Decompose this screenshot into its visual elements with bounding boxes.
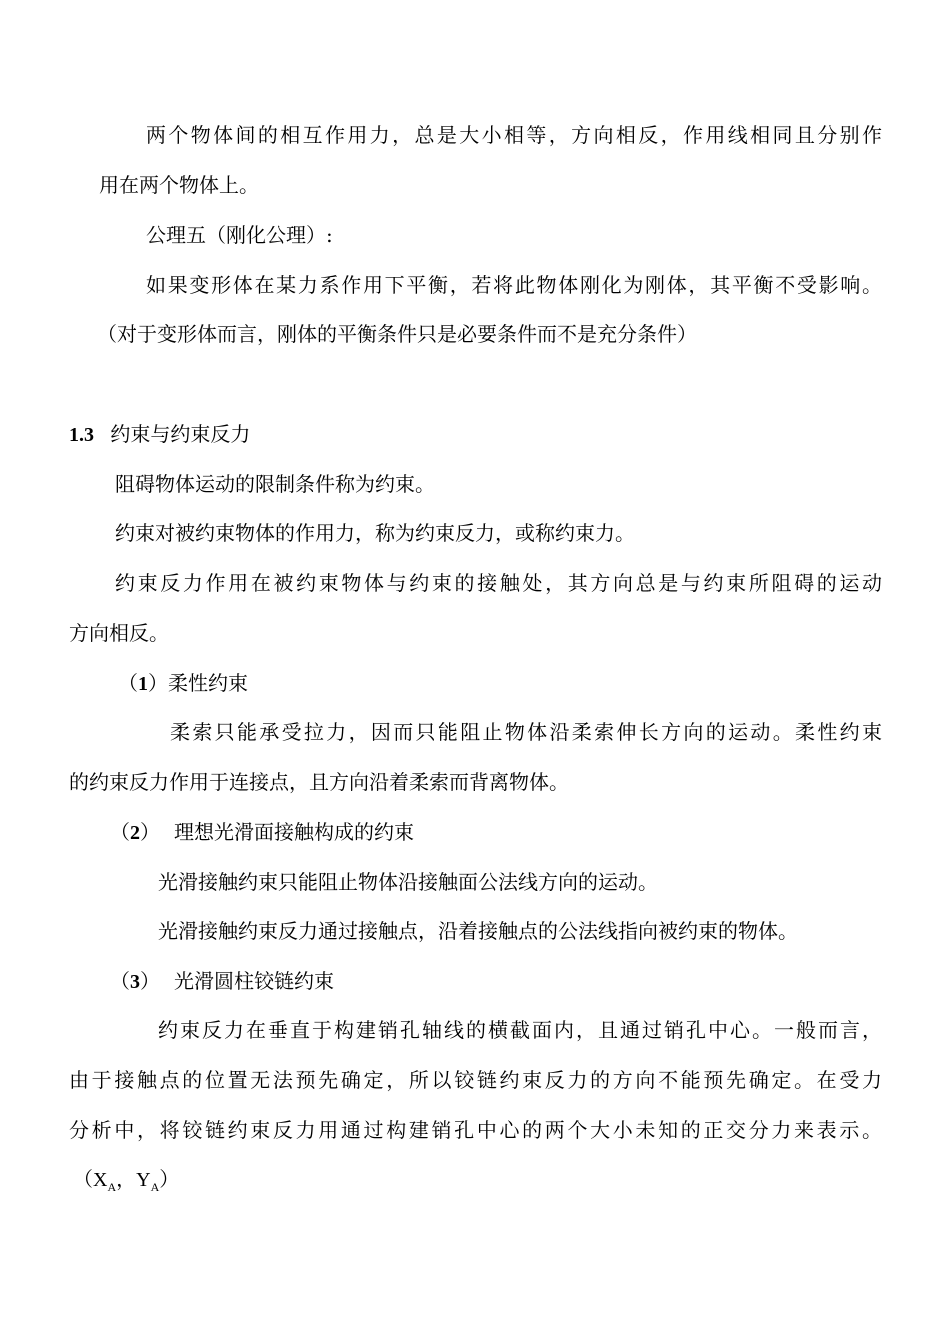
item-3-heading	[110, 967, 334, 996]
item-3-close-paren: ）	[140, 969, 160, 993]
intro-paragraph-line-2: 用在两个物体上。	[99, 173, 259, 197]
item-3-text-line-3: 分析中，将铰链约束反力用通过构建销孔中心的两个大小未知的正交分力来表示。	[69, 1118, 882, 1142]
formula-separator: ，	[116, 1169, 137, 1191]
item-1-title: 柔性约束	[168, 671, 248, 695]
item-3-title: 光滑圆柱铰链约束	[174, 969, 334, 993]
formula-y: Y	[136, 1169, 151, 1191]
item-1-text-line-2: 的约束反力作用于连接点，且方向沿着柔索而背离物体。	[69, 770, 569, 794]
definition-constraint: 阻碍物体运动的限制条件称为约束。	[115, 472, 435, 496]
definition-direction-line-1: 约束反力作用在被约束物体与约束的接触处，其方向总是与约束所阻碍的运动	[115, 571, 882, 595]
item-2-text-line-1: 光滑接触约束只能阻止物体沿接触面公法线方向的运动。	[158, 870, 658, 894]
item-1-text-line-1: 柔索只能承受拉力，因而只能阻止物体沿柔索伸长方向的运动。柔性约束	[170, 720, 882, 744]
definition-reaction: 约束对被约束物体的作用力，称为约束反力，或称约束力。	[115, 521, 635, 545]
axiom-5-title: 公理五（刚化公理）:	[146, 223, 333, 247]
item-3-text-line-1: 约束反力在垂直于构建销孔轴线的横截面内，且通过销孔中心。一般而言，	[158, 1018, 882, 1042]
formula-x-subscript: A	[107, 1180, 117, 1194]
item-2-text-line-2: 光滑接触约束反力通过接触点，沿着接触点的公法线指向被约束的物体。	[158, 919, 798, 943]
formula-open-paren: （	[73, 1169, 93, 1191]
intro-paragraph-line-1: 两个物体间的相互作用力，总是大小相等，方向相反，作用线相同且分别作	[146, 123, 882, 147]
item-3-number: 3	[130, 971, 140, 993]
formula-y-subscript: A	[150, 1180, 160, 1194]
reaction-components-formula	[73, 1166, 179, 1196]
item-3-open-paren: （	[110, 969, 130, 993]
axiom-5-body: 如果变形体在某力系作用下平衡，若将此物体刚化为刚体，其平衡不受影响。	[146, 273, 882, 297]
section-heading	[69, 420, 250, 449]
formula-x: X	[93, 1169, 108, 1191]
item-1-heading	[118, 669, 248, 698]
item-1-number: 1	[138, 673, 148, 695]
definition-direction-line-2: 方向相反。	[69, 621, 169, 645]
item-2-number: 2	[130, 822, 140, 844]
item-1-open-paren: （	[118, 671, 138, 695]
item-2-title: 理想光滑面接触构成的约束	[174, 820, 414, 844]
item-2-heading	[110, 818, 414, 847]
formula-close-paren: ）	[159, 1169, 180, 1191]
item-2-open-paren: （	[110, 820, 130, 844]
section-title: 约束与约束反力	[110, 422, 251, 446]
section-number: 1.3	[69, 424, 94, 446]
axiom-5-note: （对于变形体而言，刚体的平衡条件只是必要条件而不是充分条件）	[97, 322, 697, 346]
item-1-close-paren: ）	[148, 671, 168, 695]
item-2-close-paren: ）	[140, 820, 160, 844]
item-3-text-line-2: 由于接触点的位置无法预先确定，所以铰链约束反力的方向不能预先确定。在受力	[69, 1068, 882, 1092]
